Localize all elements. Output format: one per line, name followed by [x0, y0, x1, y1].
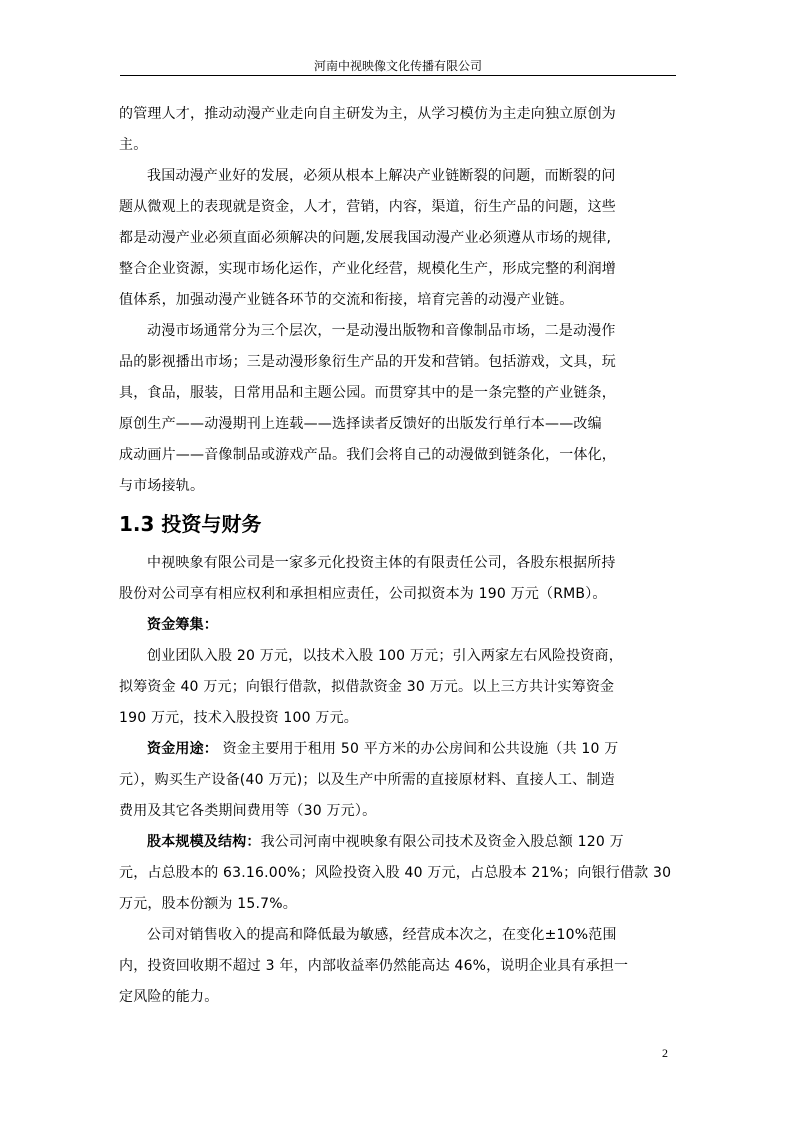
- paragraph: [119, 827, 679, 920]
- paragraph: [119, 161, 679, 316]
- text-line: 公司对销售收入的提高和降低最为敏感，经营成本次之，在变化±10%范围: [147, 927, 617, 943]
- paragraph: [119, 316, 679, 502]
- text-line: 股份对公司享有相应权利和承担相应责任，公司拟资本为 190 万元（RMB）。: [119, 586, 607, 602]
- text-line: 值体系，加强动漫产业链各环节的交流和衔接，培育完善的动漫产业链。: [119, 292, 574, 308]
- text-line: 内，投资回收期不超过 3 年，内部收益率仍然能高达 46%，说明企业具有承担一: [119, 958, 629, 974]
- paragraph: [119, 99, 679, 161]
- text-line: 万元，股本份额为 15.7%。: [119, 896, 297, 912]
- text-line: 的管理人才，推动动漫产业走向自主研发为主，从学习模仿为主走向独立原创为: [119, 106, 616, 122]
- paragraph: [119, 734, 679, 827]
- text-line: 定风险的能力。: [119, 989, 219, 1005]
- text-line: 题从微观上的表现就是资金，人才，营销，内容，渠道，衍生产品的问题，这些: [119, 199, 616, 215]
- text-line: 具，食品，服装，日常用品和主题公园。而贯穿其中的是一条完整的产业链条，: [119, 385, 616, 401]
- inline-text: 我公司河南中视映象有限公司技术及资金入股总额 120 万: [260, 834, 624, 850]
- text-line: 拟筹资金 40 万元；向银行借款，拟借款资金 30 万元。以上三方共计实筹资金: [119, 679, 615, 695]
- text-line: 费用及其它各类期间费用等（30 万元）。: [119, 803, 377, 819]
- document-body: [119, 99, 679, 1013]
- paragraph: [119, 610, 679, 734]
- text-line: 品的影视播出市场；三是动漫形象衍生产品的开发和营销。包括游戏，文具，玩: [119, 354, 616, 370]
- text-line: [119, 827, 679, 858]
- text-line: 成动画片——音像制品或游戏产品。我们会将自己的动漫做到链条化，一体化，: [119, 447, 616, 463]
- text-line: 原创生产——动漫期刊上连载——选择读者反馈好的出版发行单行本——改编: [119, 416, 602, 432]
- inline-text: 资金主要用于租用 50 平方米的办公房间和公共设施（共 10 万: [218, 741, 619, 757]
- text-line: 都是动漫产业必须直面必须解决的问题,发展我国动漫产业必须遵从市场的规律,: [119, 230, 612, 246]
- paragraph: [119, 548, 679, 610]
- text-line: 元，占总股本的 63.16.00%；风险投资入股 40 万元，占总股本 21%；向银行借款 30: [119, 865, 672, 881]
- text-line: 中视映象有限公司是一家多元化投资主体的有限责任公司，各股东根据所持: [147, 555, 616, 571]
- text-line: 整合企业资源，实现市场化运作，产业化经营，规模化生产，形成完整的利润增: [119, 261, 616, 277]
- text-line: 动漫市场通常分为三个层次，一是动漫出版物和音像制品市场，二是动漫作: [147, 323, 616, 339]
- section-heading: 1.3 投资与财务: [119, 512, 262, 536]
- text-line: 创业团队入股 20 万元，以技术入股 100 万元；引入两家左右风险投资商，: [147, 648, 623, 664]
- text-line: [119, 734, 679, 765]
- bold-label: 资金筹集：: [147, 617, 218, 633]
- text-line: 元），购买生产设备(40 万元)；以及生产中所需的直接原材料、直接人工、制造: [119, 772, 615, 788]
- paragraph: [119, 920, 679, 1013]
- header-rule: [120, 75, 676, 76]
- text-line: 190 万元，技术入股投资 100 万元。: [119, 710, 358, 726]
- text-line: 主。: [119, 137, 148, 153]
- page-header: 河南中视映像文化传播有限公司: [313, 59, 482, 73]
- bold-label: 股本规模及结构：: [147, 834, 261, 850]
- bold-label: 资金用途：: [147, 741, 218, 757]
- text-line: 我国动漫产业好的发展，必须从根本上解决产业链断裂的问题，而断裂的问: [147, 168, 616, 184]
- page-number: 2: [662, 1046, 668, 1060]
- text-line: 与市场接轨。: [119, 478, 205, 494]
